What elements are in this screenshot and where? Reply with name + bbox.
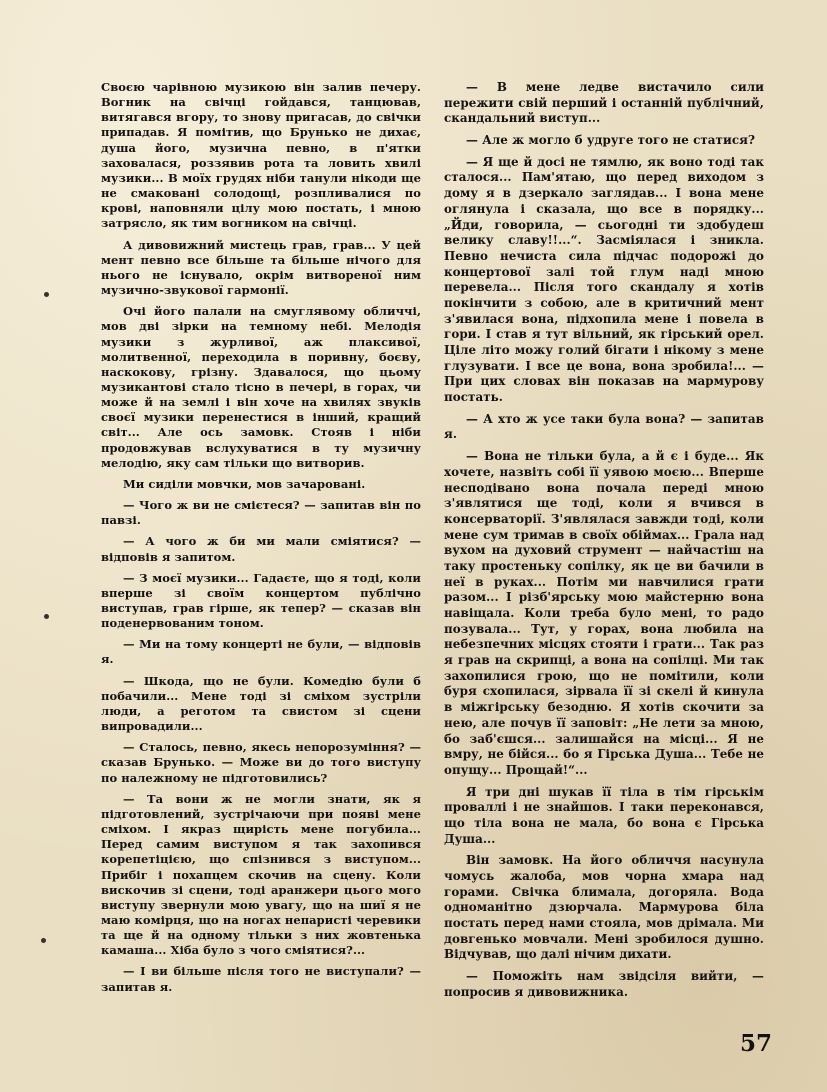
paper-spot (44, 614, 49, 619)
paragraph: — А хто ж усе таки була вона? — запитав я. (444, 411, 764, 442)
paragraph: — З моєї музики... Гадаєте, що я тоді, коли вперше зі своїм концертом публічно виступав, грав гірше, як тепер? — сказав він поденервованим тоном. (101, 570, 421, 631)
right-column (444, 80, 764, 1007)
paragraph: — Я ще й досі не тямлю, як воно тоді так сталося... Пам'ятаю, що перед виходом з дому я в дзеркало заглядав... І вона мене оглянула і сказала, що все в порядку... „Йди, говорила, — сьогодні ти здобудеш велику славу!!...“. Засміялася і зникла. Певно нечиста сила підчас подорожі до концертової залі той глум наді мною перевела... Після того скандалу я хотів покінчити з собою, але в критичний мент з'явилася вона, підхопила мене і повела в гори. І став я тут вільний, як гірський орел. Ціле літо можу голий бігати і нікому з мене глузувати. І все це вона, вона зробила!... — При цих словах він показав на мармурову постать. (444, 154, 764, 405)
paper-spot (41, 938, 46, 943)
paragraph: — Шкода, що не були. Комедію були б побачили... Мене тоді зі сміхом зустріли люди, а реготом та свистом зі сцени випровадили... (101, 673, 421, 734)
paragraph: А дивовижний мистець грав, грав... У цей мент певно все більше та більше нічого для нього не існувало, окрім витвореної ним музично-звукової гармонії. (101, 237, 421, 298)
paragraph: Я три дні шукав її тіла в тім гірськім проваллі і не знайшов. І таки переконався, що тіла вона не мала, бо вона є Гірська Душа... (444, 784, 764, 846)
paragraph: — Ми на тому концерті не були, — відповів я. (101, 637, 421, 667)
paragraph: — Сталось, певно, якесь непорозуміння? — сказав Брунько. — Може ви до того виступу по належному не підготовились? (101, 740, 421, 785)
paragraph: — І ви більше після того не виступали? — запитав я. (101, 964, 421, 994)
paragraph: — Поможіть нам звідсіля вийти, — попросив я дивовижника. (444, 969, 764, 999)
paragraph: Ми сиділи мовчки, мов зачаровані. (123, 476, 366, 491)
paper-spot (44, 292, 49, 297)
left-column (101, 80, 421, 1001)
paragraph: — Але ж могло б удруге того не статися? (466, 133, 755, 148)
paragraph: — Чого ж ви не смієтеся? — запитав він по павзі. (101, 498, 421, 528)
page-number: 57 (740, 1030, 773, 1057)
paragraph: — Вона не тільки була, а й є і буде... Як хочете, назвіть собі її уявою моєю... Вперше несподівано вона почала переді мною з'являтися ще тоді, коли я вчився в консерваторії. З'являлася завжди тоді, коли мене сум тримав в своїх обіймах... Грала над вухом на духовий струмент — найчастіш на таку простеньку сопілку, як це ви бачили в неї в руках... Потім ми навчилися грати разом... І різб'ярську мою майстерню вона навіщала. Коли треба було мені, то радо позувала... Тут, у горах, вона любила на небезпечних місцях стояти і грати... Так раз я грав на скрипці, а вона на сопілці. Ми так захопилися грою, що не помітили, коли буря схопилася, зірвала її зі скелі й кинула в міжгірську безодню. Я хотів скочити за нею, але почув її заповіт: „Не лети за мною, бо заб'єшся... залишайся на місці... Я не вмру, не бійся... бо я Гірська Душа... Тебе не опущу... Прощай!“... (444, 449, 764, 777)
paragraph: Своєю чарівною музикою він залив печеру. Вогник на свічці гойдався, танцював, витягався вгору, то знову пригасав, до свічки припадав. Я помітив, що Брунько не дихає, душа його, музична певно, в п'ятки заховалася, роззявив рота та ловить хвилі музики... В моїх грудях ніби танули нікоди ще не смаковані солодощі, розпливалися по крові, наповняли цілу мою постать, і мною затрясло, як тим вогником на свічці. (101, 80, 421, 231)
paragraph: — Та вони ж не могли знати, як я підготовлений, зустрічаючи при появі мене сміхом. І якраз щирість мене погубила... Перед самим виступом я так захопився корепетіцією, що спізнився з виступом... Прибіг і похапцем скочив на сцену. Коли вискочив зі сцени, тоді аранжери цього мого виступу звернули мою увагу, що на шиї я не маю комірця, що на ногах непаристі черевики та ще й на одному тільки з них жовтенька камаша... Хіба було з чого сміятися?... (101, 791, 421, 958)
paragraph: Очі його палали на смуглявому обличчі, мов дві зірки на темному небі. Мелодія музики з журливої, аж плаксивої, молитвенної, переходила в поривну, боєву, наскокову, грізну. Здавалося, що цьому музикантові стало тісно в печері, в горах, чи може й на землі і він хоче на хвилях звуків своєї музики перенестися в інший, кращий світ... Але ось замовк. Стояв і ніби продовжував вслухуватися в ту музичну мелодію, яку сам тільки що витворив. (101, 304, 421, 470)
paragraph: Він замовк. На його обличчя насунула чомусь жалоба, мов чорна хмара над горами. Свічка блимала, догоряла. Вода одноманітно дзюрчала. Мармурова біла постать перед нами стояла, мов дрімала. Ми довгенько мовчали. Мені зробилося душно. Відчував, що далі нічим дихати. (444, 853, 764, 962)
paragraph: — В мене ледве вистачило сили пережити свій перший і останній публічний, скандальний виступ... (444, 80, 764, 126)
paragraph: — А чого ж би ми мали сміятися? — відповів я запитом. (101, 534, 421, 564)
